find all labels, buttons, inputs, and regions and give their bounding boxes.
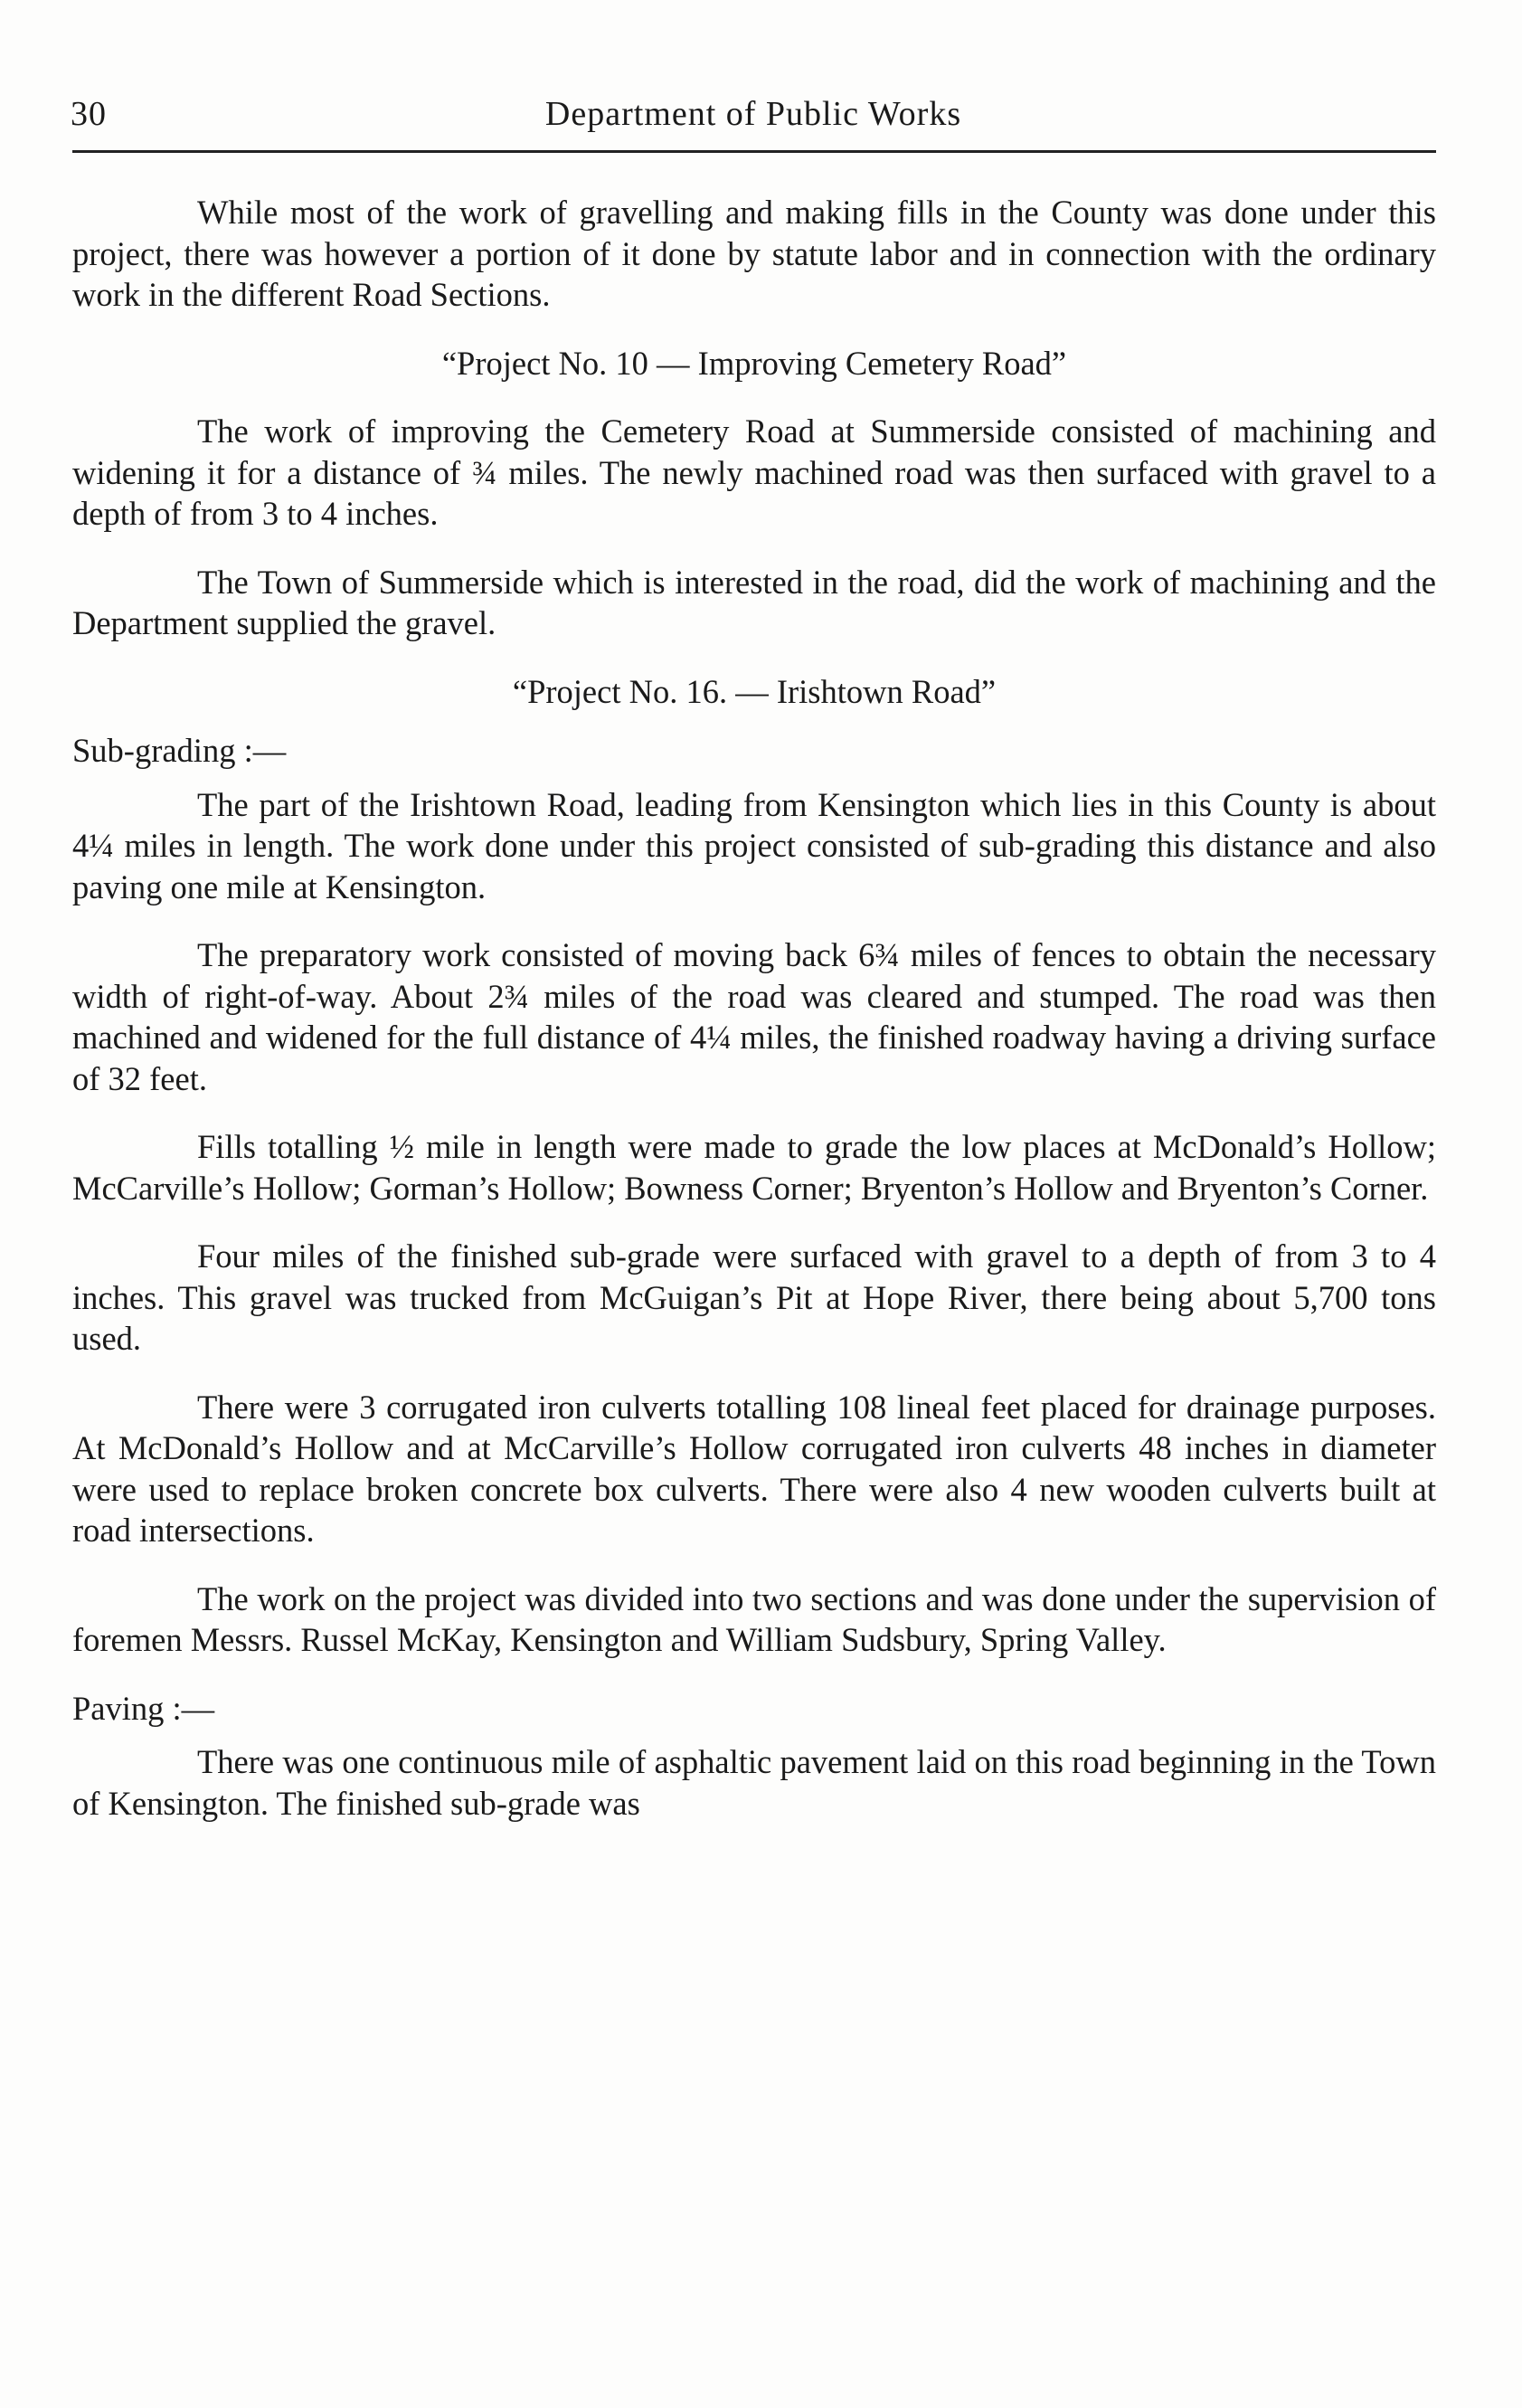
page-number: 30 xyxy=(71,95,107,133)
paragraph: Fills totalling ½ mile in length were made to grade the low places at McDonald’s Hollow; McCarville’s Hollow; Gorman’s Hollow; Bowness Corner; Bryenton’s Hollow and Bryenton’s Corner. xyxy=(72,1128,1436,1207)
subheading-paving: Paving :— xyxy=(72,1689,215,1727)
paragraph: The preparatory work consisted of moving back 6¾ miles of fences to obtain the necessary width of right-of-way. About 2¾ miles of the road was cleared and stumped. The road was then machined and widened for the full distance of 4¼ miles, the finished roadway having a driving surface of 32 feet. xyxy=(72,936,1436,1097)
paragraph: The part of the Irishtown Road, leading from Kensington which lies in this County is about 4¼ miles in length. The work done under this project consisted of sub-grading this distance and also paving one mile at Kensington. xyxy=(72,785,1436,905)
paragraph: The Town of Summerside which is interested in the road, did the work of machining and the Department supplied the gravel. xyxy=(72,563,1436,641)
paragraph: Four miles of the finished sub-grade were surfaced with gravel to a depth of from 3 to 4 inches. This gravel was trucked from McGuigan’s Pit at Hope River, there being about 5,700 tons used. xyxy=(72,1237,1436,1357)
paragraph: The work on the project was divided into two sections and was done under the supervision of foremen Messrs. Russel McKay, Kensington and William Sudsbury, Spring Valley. xyxy=(72,1579,1436,1658)
section-heading-project-10: “Project No. 10 — Improving Cemetery Road” xyxy=(441,344,1067,382)
paragraph: The work of improving the Cemetery Road at Summerside consisted of machining and widening it for a distance of ¾ miles. The newly machined road was then surfaced with gravel to a depth of from 3 to 4 inches. xyxy=(72,412,1436,532)
running-title: Department of Public Works xyxy=(544,95,962,133)
header-rule xyxy=(72,150,1436,153)
paragraph: There was one continuous mile of asphaltic pavement laid on this road beginning in the Town of Kensington. The finished sub-grade was xyxy=(72,1743,1436,1822)
subheading-sub-grading: Sub-grading :— xyxy=(72,732,287,769)
paragraph: While most of the work of gravelling and making fills in the County was done under this project, there was however a portion of it done by statute labor and in connection with the ordinary work in the different Road Sections. xyxy=(72,194,1436,313)
body-text xyxy=(72,192,1436,1851)
section-heading-project-16: “Project No. 16. — Irishtown Road” xyxy=(512,672,997,710)
paragraph: There were 3 corrugated iron culverts totalling 108 lineal feet placed for drainage purposes. At McDonald’s Hollow and at McCarville’s Hollow corrugated iron culverts 48 inches in diameter were used to replace broken concrete box culverts. There were also 4 new wooden culverts built at road intersections. xyxy=(72,1388,1436,1549)
page-header xyxy=(71,94,1436,141)
